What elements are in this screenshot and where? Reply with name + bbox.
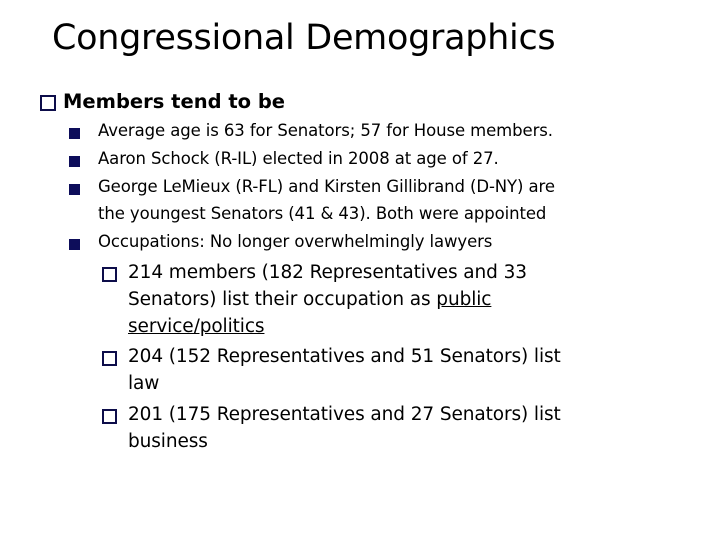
bullet-law-cont: law [128, 373, 160, 394]
bullet-youngest-senators: George LeMieux (R-FL) and Kirsten Gillibrand (D-NY) are [98, 177, 555, 196]
slide-title: Congressional Demographics [52, 18, 556, 58]
bullet-public-service: 214 members (182 Representatives and 33 [128, 262, 527, 283]
hollow-square-bullet-icon [102, 409, 117, 424]
bullet-occupations: Occupations: No longer overwhelmingly lawyers [98, 232, 493, 251]
bullet-law: 204 (152 Representatives and 51 Senators) list [128, 346, 561, 367]
square-bullet-icon [69, 156, 80, 167]
underlined-text: service/politics [128, 316, 265, 337]
hollow-square-bullet-icon [102, 267, 117, 282]
bullet-business: 201 (175 Representatives and 27 Senators) list [128, 404, 561, 425]
bullet-public-service-cont [128, 289, 491, 310]
bullet-members-tend-to-be: Members tend to be [63, 90, 286, 113]
square-bullet-icon [69, 239, 80, 250]
bullet-aaron-schock: Aaron Schock (R-IL) elected in 2008 at age of 27. [98, 149, 499, 168]
square-bullet-icon [69, 184, 80, 195]
square-bullet-icon [69, 128, 80, 139]
text: Senators) list their occupation as [128, 289, 437, 310]
bullet-average-age: Average age is 63 for Senators; 57 for House members. [98, 121, 553, 140]
bullet-youngest-senators-cont: the youngest Senators (41 & 43). Both were appointed [98, 204, 547, 223]
bullet-business-cont: business [128, 431, 208, 452]
hollow-square-bullet-icon [40, 95, 56, 111]
hollow-square-bullet-icon [102, 351, 117, 366]
underlined-text: public [436, 289, 492, 310]
